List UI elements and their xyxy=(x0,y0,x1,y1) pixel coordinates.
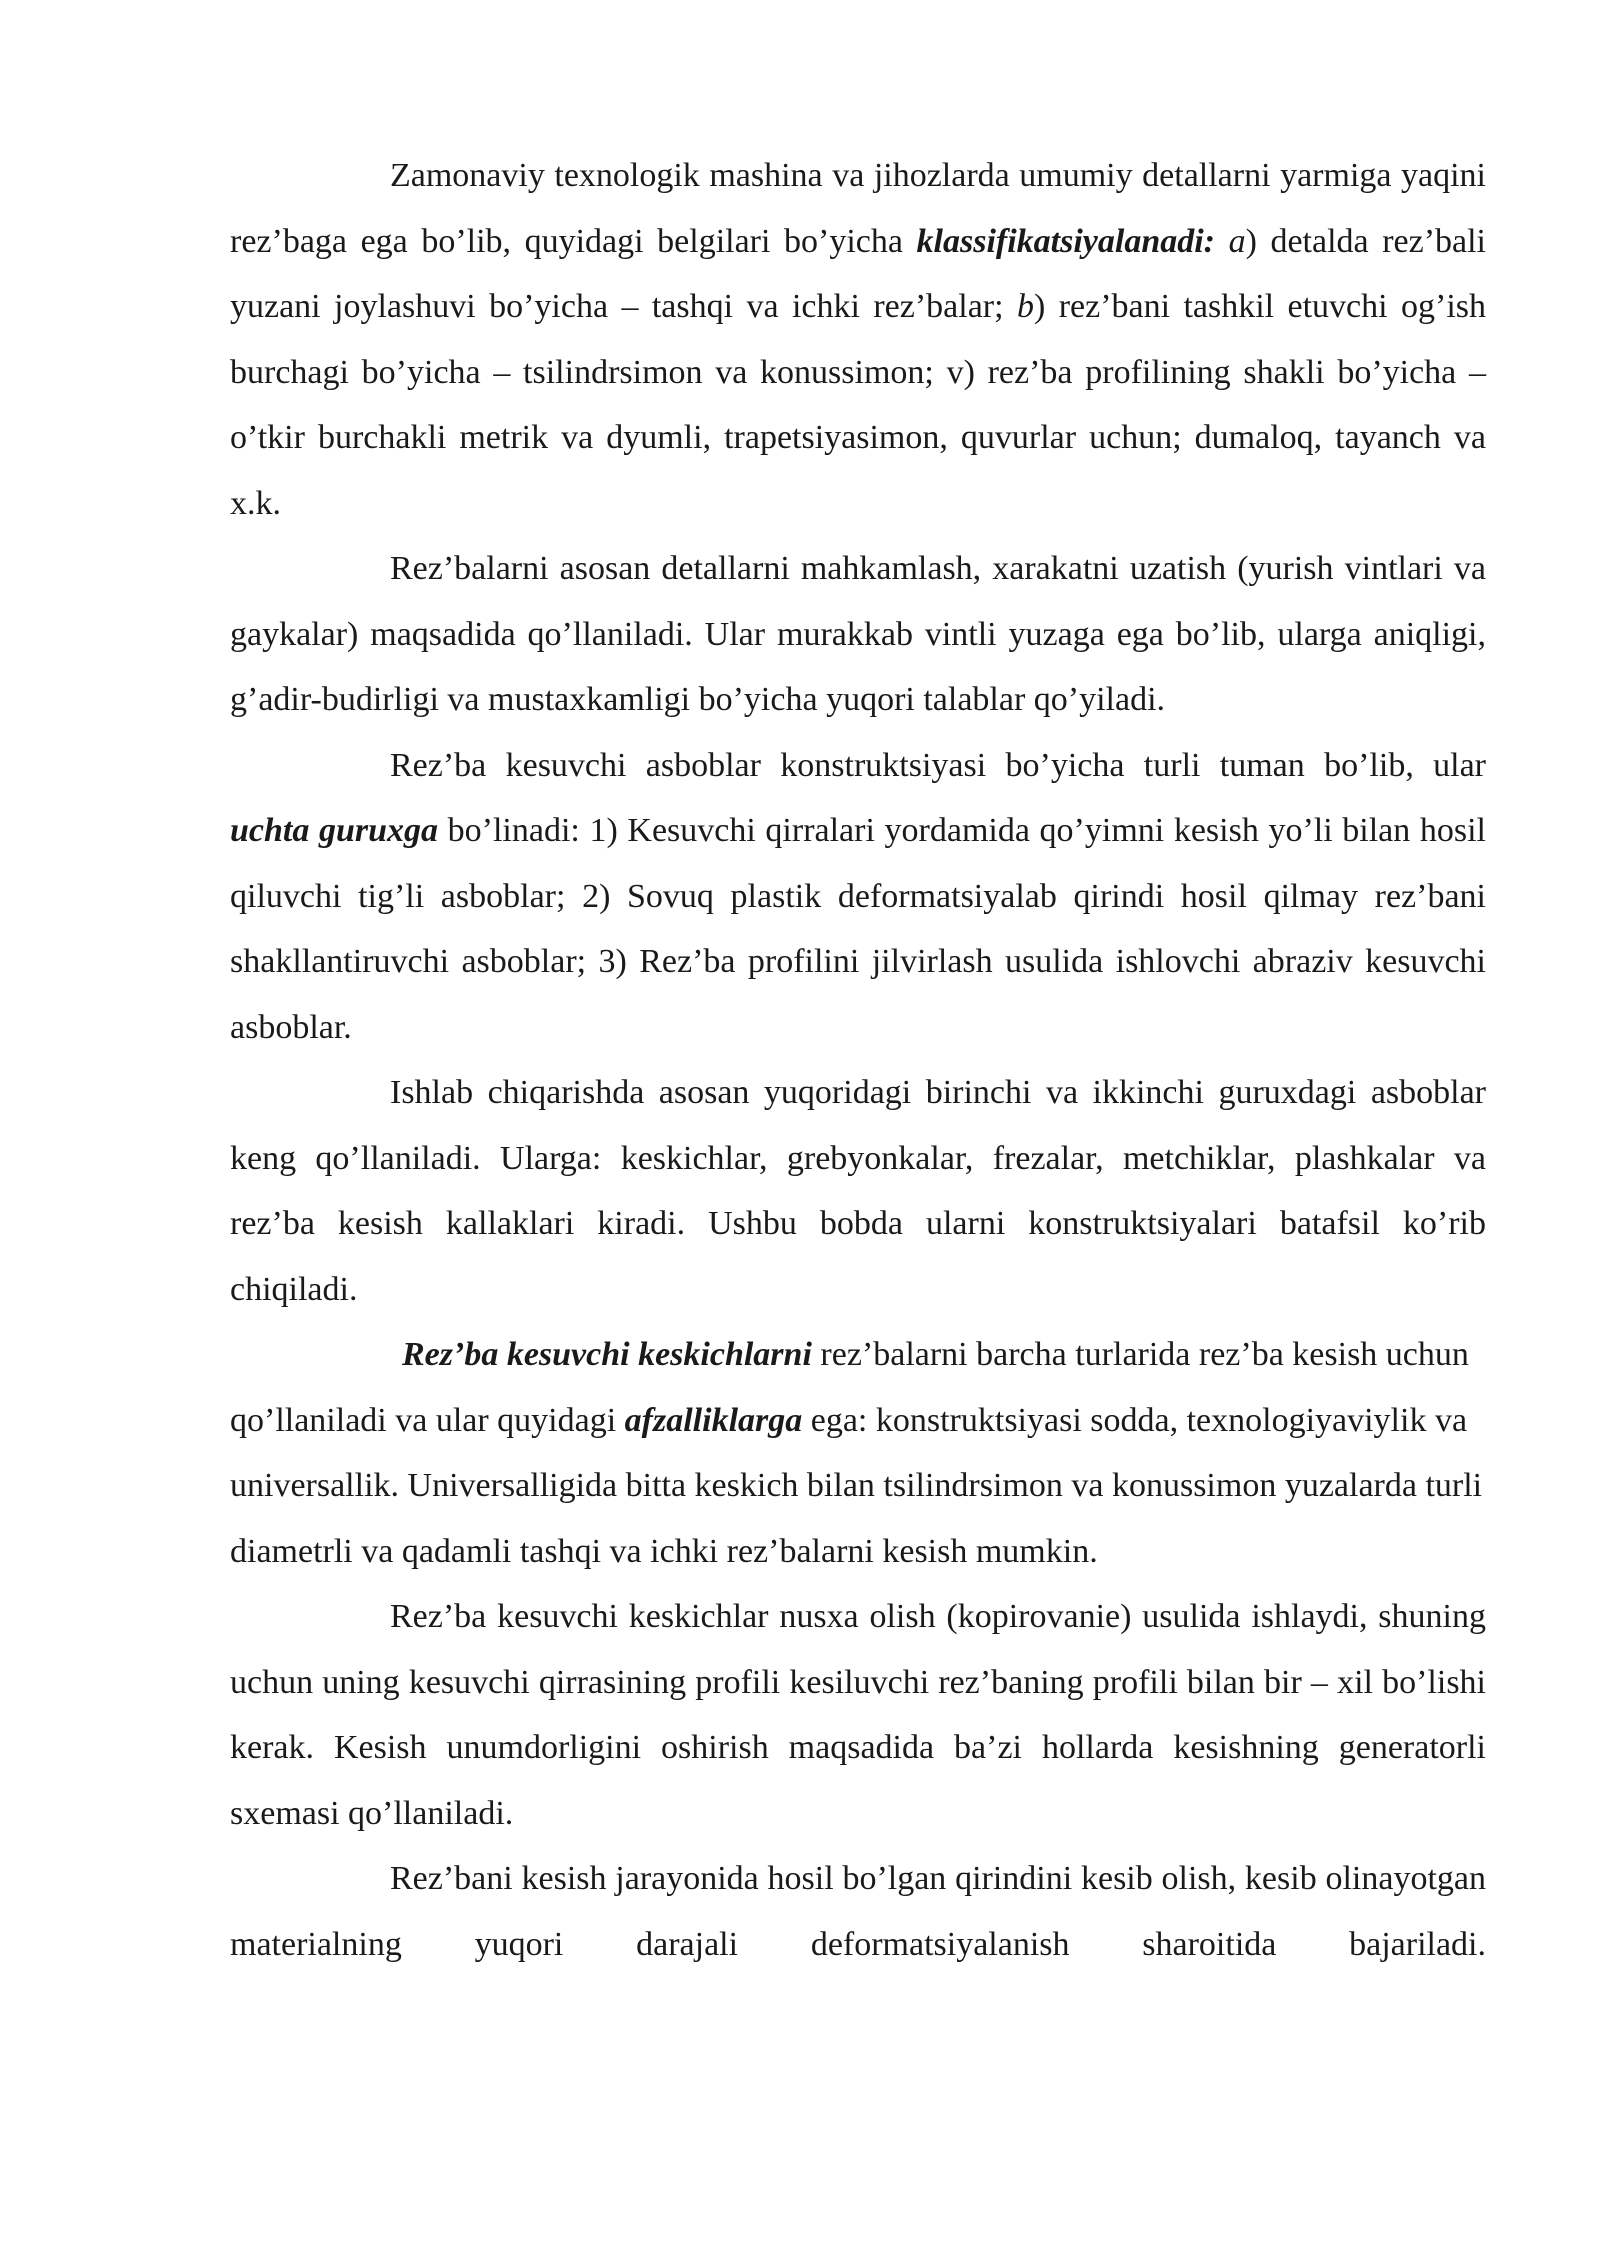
text-run xyxy=(1215,223,1229,260)
emphasis-term: klassifikatsiyalanadi: xyxy=(916,222,1215,260)
list-marker: b xyxy=(1016,288,1034,325)
text-run: Rez’ba kesuvchi asboblar konstruktsiyasi bo’yicha turli tuman bo’lib, ular xyxy=(390,746,1486,784)
paragraph-production-tools xyxy=(230,1060,1486,1322)
text-run: Ishlab chiqarishda asosan yuqoridagi birinchi va ikkinchi guruxdagi asboblar keng qo’llaniladi. Ularga: keskichlar, grebyonkalar, frezalar, metchiklar, plashkalar va rez’ba kesish kallaklari kiradi. Ushbu bobda ularni konstruktsiyalari batafsil ko’rib chiqiladi. xyxy=(230,1074,1486,1308)
text-run: ega: konstruktsiyasi sodda, texnologiyaviylik va universallik. Universalligida bitta keskich bilan tsilindrsimon va konussimon yuzalarda turli diametrli va qadamli tashqi va ichki rez’balarni kesish mumkin. xyxy=(230,1401,1483,1570)
paragraph-classification xyxy=(230,143,1486,536)
text-run: ) rez’bani tashkil etuvchi og’ish burchagi bo’yicha – tsilindrsimon va konussimon; v) rez’ba profilining shakli bo’yicha – o’tkir burchakli metrik va dyumli, trapetsiyasimon, quvurlar uchun; dumaloq, tayanch va x.k. xyxy=(230,288,1486,522)
text-run: Rez’ba kesuvchi keskichlar nusxa olish (kopirovanie) usulida ishlaydi, shuning uchun uning kesuvchi qirrasining profili kesiluvchi rez’baning profili bilan bir – xil bo’lishi kerak. Kesish unumdorligini oshirish maqsadida ba’zi hollarda kesishning generatorli sxemasi qo’llaniladi. xyxy=(230,1598,1486,1832)
paragraph-cutters-advantages xyxy=(230,1322,1486,1584)
paragraph-purpose xyxy=(230,536,1486,733)
text-run: rez’balarni barcha turlarida rez’ba kesish uchun qo’llaniladi va ular quyidagi xyxy=(230,1336,1469,1439)
text-run: bo’linadi: 1) Kesuvchi qirralari yordamida qo’yimni kesish yo’li bilan hosil qiluvchi tig’li asboblar; 2) Sovuq plastik deformatsiyalab qirindi hosil qilmay rez’bani shakllantiruvchi asboblar; 3) Rez’ba profilini jilvirlash usulida ishlovchi abraziv kesuvchi asboblar. xyxy=(230,812,1486,1046)
emphasis-term: Rez’ba kesuvchi keskichlarni xyxy=(402,1336,812,1373)
emphasis-term: uchta guruxga xyxy=(230,812,439,849)
paragraph-copying-method xyxy=(230,1584,1486,1846)
document-page xyxy=(230,143,1486,1977)
text-run: Zamonaviy texnologik mashina va jihozlarda umumiy detallarni yarmiga yaqini rez’baga ega bo’lib, quyidagi belgilari bo’yicha xyxy=(230,157,1486,260)
text-run: Rez’bani kesish jarayonida hosil bo’lgan qirindini kesib olish, kesib olinayotgan materialning yuqori darajali deformatsiyalanish sharoitida bajariladi. xyxy=(230,1860,1486,1963)
text-run: Rez’balarni asosan detallarni mahkamlash, xarakatni uzatish (yurish vintlari va gaykalar) maqsadida qo’llaniladi. Ular murakkab vintli yuzaga ega bo’lib, ularga aniqligi, g’adir-budirligi va mustaxkamligi bo’yicha yuqori talablar qo’yiladi. xyxy=(230,550,1486,718)
paragraph-tool-groups xyxy=(230,733,1486,1061)
paragraph-chip-removal xyxy=(230,1846,1486,1977)
emphasis-term: afzalliklarga xyxy=(624,1401,803,1439)
list-marker: a xyxy=(1228,222,1246,260)
text-run: ) detalda rez’bali yuzani joylashuvi bo’yicha – tashqi va ichki rez’balar; xyxy=(230,222,1487,325)
